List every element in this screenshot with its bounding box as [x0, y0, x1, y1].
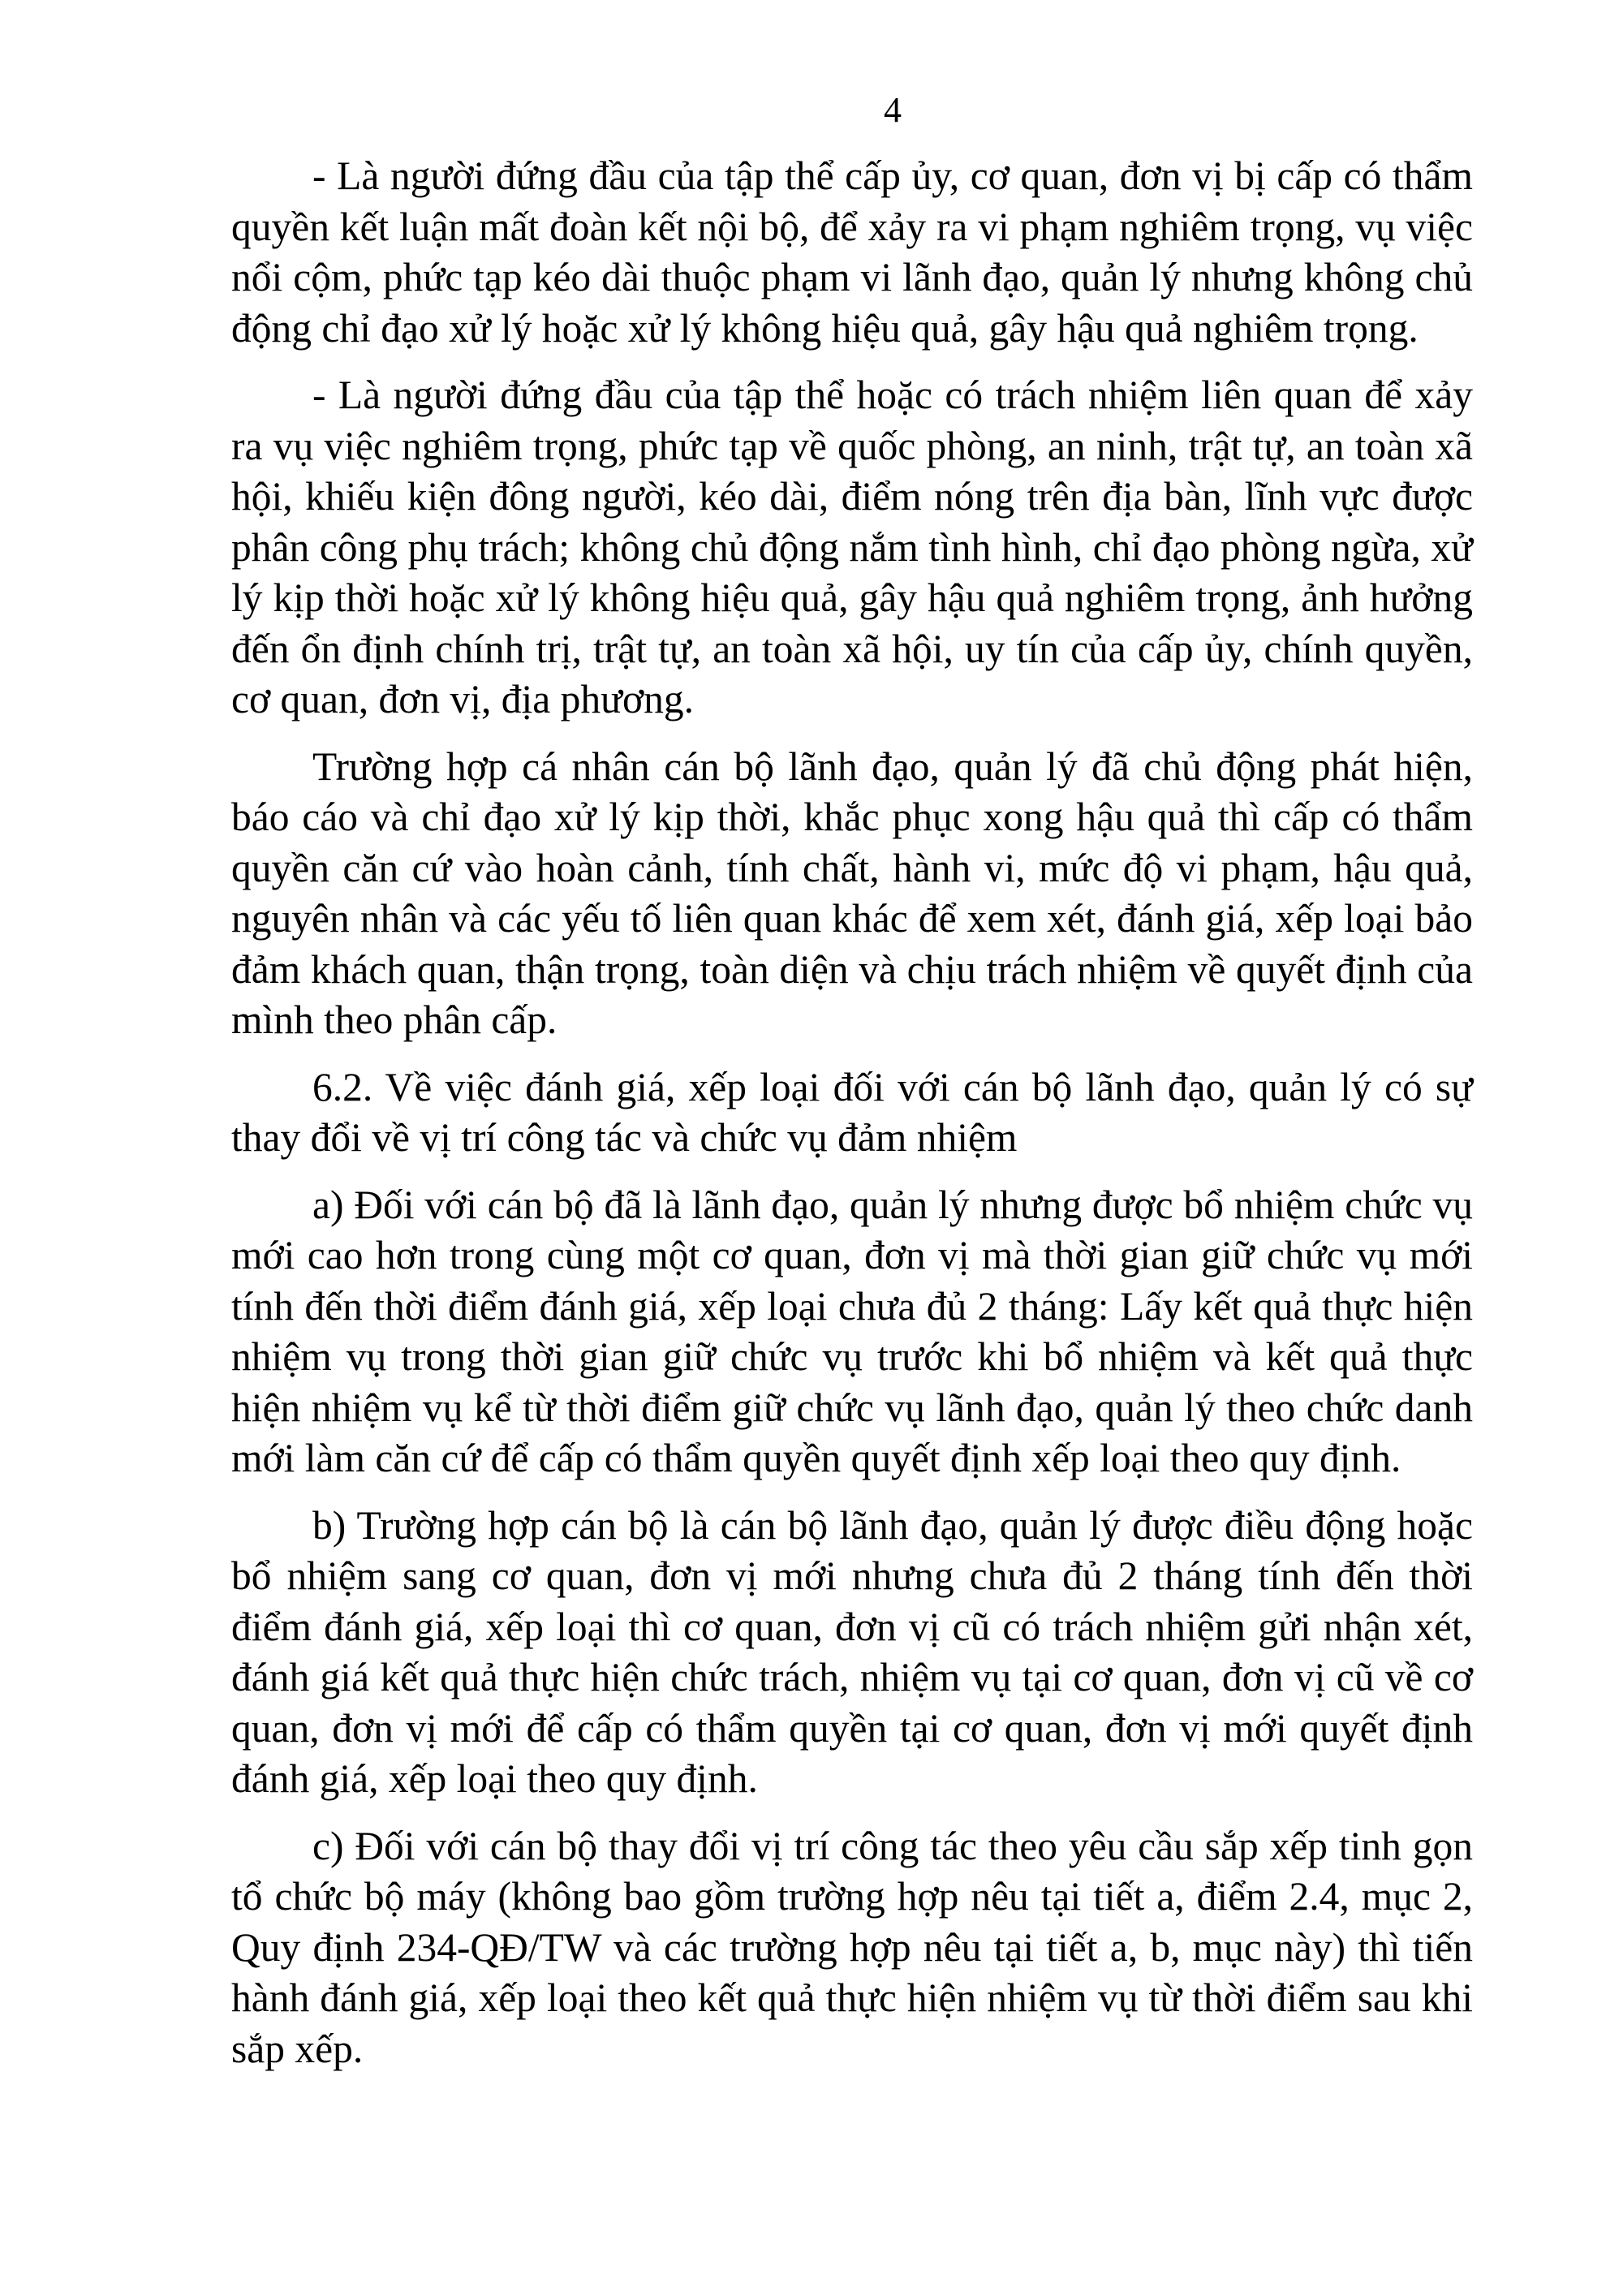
paragraph-proactive-remediation: Trường hợp cá nhân cán bộ lãnh đạo, quản lý đã chủ động phát hiện, báo cáo và chỉ đạo xử lý kịp thời, khắc phục xong hậu quả thì cấp có thẩm quyền căn cứ vào hoàn cảnh, tính chất, hành vi, mức độ vi phạm, hậu quả, nguyên nhân và các yếu tố liên quan khác để xem xét, đánh giá, xếp loại bảo đảm khách quan, thận trọng, toàn diện và chịu trách nhiệm về quyết định của mình theo phân cấp.: [231, 743, 1473, 1042]
paragraph-item-a: a) Đối với cán bộ đã là lãnh đạo, quản lý nhưng được bổ nhiệm chức vụ mới cao hơn trong cùng một cơ quan, đơn vị mà thời gian giữ chức vụ mới tính đến thời điểm đánh giá, xếp loại chưa đủ 2 tháng: Lấy kết quả thực hiện nhiệm vụ trong thời gian giữ chức vụ trước khi bổ nhiệm và kết quả thực hiện nhiệm vụ kể từ thời điểm giữ chức vụ lãnh đạo, quản lý theo chức danh mới làm căn cứ để cấp có thẩm quyền quyết định xếp loại theo quy định.: [231, 1182, 1473, 1480]
paragraph-item-b: b) Trường hợp cán bộ là cán bộ lãnh đạo, quản lý được điều động hoặc bổ nhiệm sang cơ quan, đơn vị mới nhưng chưa đủ 2 tháng tính đến thời điểm đánh giá, xếp loại thì cơ quan, đơn vị cũ có trách nhiệm gửi nhận xét, đánh giá kết quả thực hiện chức trách, nhiệm vụ tại cơ quan, đơn vị cũ về cơ quan, đơn vị mới để cấp có thẩm quyền tại cơ quan, đơn vị mới quyết định đánh giá, xếp loại theo quy định.: [231, 1502, 1473, 1801]
paragraph-head-of-collective-disunity: - Là người đứng đầu của tập thể cấp ủy, cơ quan, đơn vị bị cấp có thẩm quyền kết luận mất đoàn kết nội bộ, để xảy ra vi phạm nghiêm trọng, vụ việc nổi cộm, phức tạp kéo dài thuộc phạm vi lãnh đạo, quản lý nhưng không chủ động chỉ đạo xử lý hoặc xử lý không hiệu quả, gây hậu quả nghiêm trọng.: [231, 153, 1473, 351]
page-number: 4: [884, 90, 902, 130]
paragraph-head-of-collective-security: - Là người đứng đầu của tập thể hoặc có trách nhiệm liên quan để xảy ra vụ việc nghiêm trọng, phức tạp về quốc phòng, an ninh, trật tự, an toàn xã hội, khiếu kiện đông người, kéo dài, điểm nóng trên địa bàn, lĩnh vực được phân công phụ trách; không chủ động nắm tình hình, chỉ đạo phòng ngừa, xử lý kịp thời hoặc xử lý không hiệu quả, gây hậu quả nghiêm trọng, ảnh hưởng đến ổn định chính trị, trật tự, an toàn xã hội, uy tín của cấp ủy, chính quyền, cơ quan, đơn vị, địa phương.: [231, 373, 1473, 722]
paragraph-item-c: c) Đối với cán bộ thay đổi vị trí công tác theo yêu cầu sắp xếp tinh gọn tổ chức bộ máy (không bao gồm trường hợp nêu tại tiết a, điểm 2.4, mục 2, Quy định 234-QĐ/TW và các trường hợp nêu tại tiết a, b, mục này) thì tiến hành đánh giá, xếp loại theo kết quả thực hiện nhiệm vụ từ thời điểm sau khi sắp xếp.: [231, 1823, 1473, 2071]
section-heading-6-2: 6.2. Về việc đánh giá, xếp loại đối với cán bộ lãnh đạo, quản lý có sự thay đổi về vị trí công tác và chức vụ đảm nhiệm: [231, 1064, 1473, 1160]
